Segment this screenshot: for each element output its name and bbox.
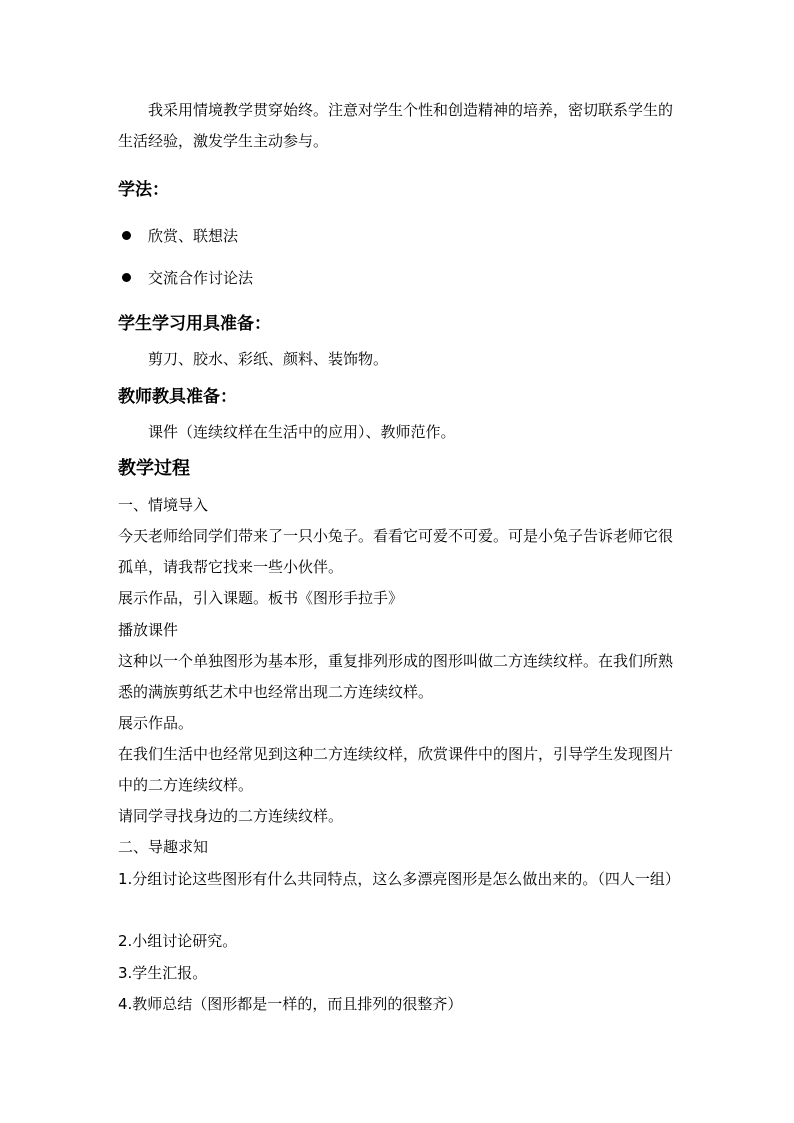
bullet-item-text: 交流合作讨论法	[148, 269, 254, 287]
process-step: 2.小组讨论研究。	[118, 932, 238, 950]
section1-title: 一、情境导入	[118, 496, 209, 514]
process-paragraph: 今天老师给同学们带来了一只小兔子。看看它可爱不可爱。可是小兔子告诉老师它很孤单，请我帮它找来一些小伙伴。	[118, 527, 674, 576]
teacher-materials-heading: 教师教具准备：	[118, 387, 237, 407]
learning-methods-heading: 学法：	[118, 180, 169, 200]
bullet-item-text: 欣赏、联想法	[148, 227, 239, 245]
student-materials-heading: 学生学习用具准备：	[118, 314, 271, 334]
process-heading: 教学过程	[118, 458, 190, 479]
bullet-item	[118, 224, 678, 248]
bullet-dot-icon	[122, 273, 131, 282]
process-paragraph: 请同学寻找身边的二方连续纹样。	[118, 807, 344, 825]
process-paragraph: 这种以一个单独图形为基本形，重复排列形成的图形叫做二方连续纹样。在我们所熟悉的满族剪纸艺术中也经常出现二方连续纹样。	[118, 652, 674, 701]
section2-title: 二、导趣求知	[118, 838, 209, 856]
bullet-item	[118, 266, 678, 290]
process-step: 3.学生汇报。	[118, 964, 208, 982]
process-step: 1.分组讨论这些图形有什么共同特点，这么多漂亮图形是怎么做出来的。（四人一组）	[118, 870, 680, 888]
process-paragraph: 展示作品，引入课题。板书《图形手拉手》	[118, 589, 404, 607]
teacher-materials-text: 课件（连续纹样在生活中的应用）、教师范作。	[148, 423, 456, 441]
process-paragraph: 播放课件	[118, 621, 179, 639]
process-step: 4.教师总结（图形都是一样的，而且排列的很整齐）	[118, 995, 463, 1013]
intro-paragraph: 我采用情境教学贯穿始终。注意对学生个性和创造精神的培养，密切联系学生的生活经验，激发学生主动参与。	[118, 101, 674, 150]
process-paragraph: 在我们生活中也经常见到这种二方连续纹样，欣赏课件中的图片，引导学生发现图片中的二方连续纹样。	[118, 745, 674, 794]
student-materials-text: 剪刀、胶水、彩纸、颜料、装饰物。	[148, 350, 389, 368]
process-paragraph: 展示作品。	[118, 714, 194, 732]
bullet-dot-icon	[122, 231, 131, 240]
